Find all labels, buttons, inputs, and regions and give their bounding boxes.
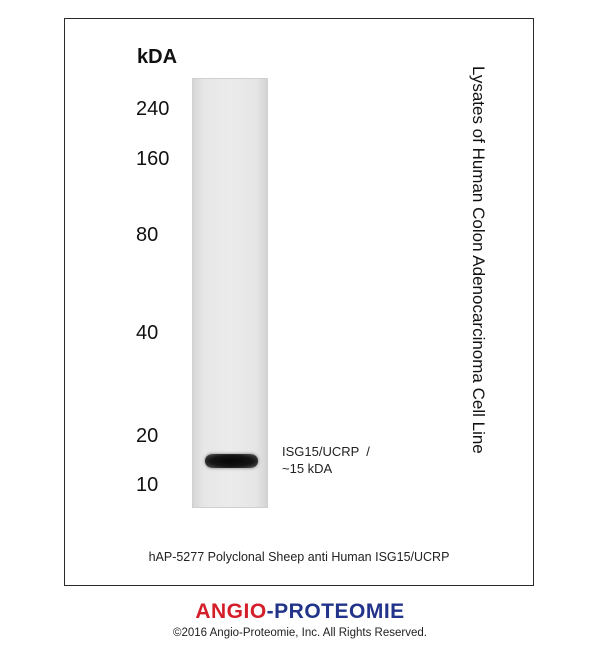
marker-label-80: 80 bbox=[136, 224, 159, 246]
brand-part1: ANGIO bbox=[195, 600, 267, 623]
figure-caption: hAP-5277 Polyclonal Sheep anti Human ISG15/UCRP bbox=[148, 550, 450, 564]
brand-logo bbox=[0, 600, 600, 624]
figure-frame bbox=[64, 18, 534, 586]
band-label-name: ISG15/UCRP / bbox=[282, 444, 370, 459]
marker-label-160: 160 bbox=[136, 148, 170, 170]
side-label bbox=[469, 66, 498, 506]
marker-label-40: 40 bbox=[136, 322, 159, 344]
marker-label-10: 10 bbox=[136, 474, 159, 496]
band-label bbox=[282, 443, 370, 477]
blot-lane bbox=[192, 78, 268, 508]
copyright-text: ©2016 Angio-Proteomie, Inc. All Rights Reserved. bbox=[173, 627, 427, 639]
protein-band bbox=[205, 454, 258, 468]
side-label-text: Lysates of Human Colon Adenocarcinoma Cell Line bbox=[469, 66, 488, 454]
brand-part2: PROTEOMIE bbox=[274, 600, 405, 623]
brand-separator: - bbox=[266, 600, 275, 623]
marker-label-20: 20 bbox=[136, 425, 159, 447]
band-label-size: ~15 kDA bbox=[282, 461, 333, 476]
unit-label: kDA bbox=[137, 46, 178, 68]
marker-label-240: 240 bbox=[136, 98, 170, 120]
